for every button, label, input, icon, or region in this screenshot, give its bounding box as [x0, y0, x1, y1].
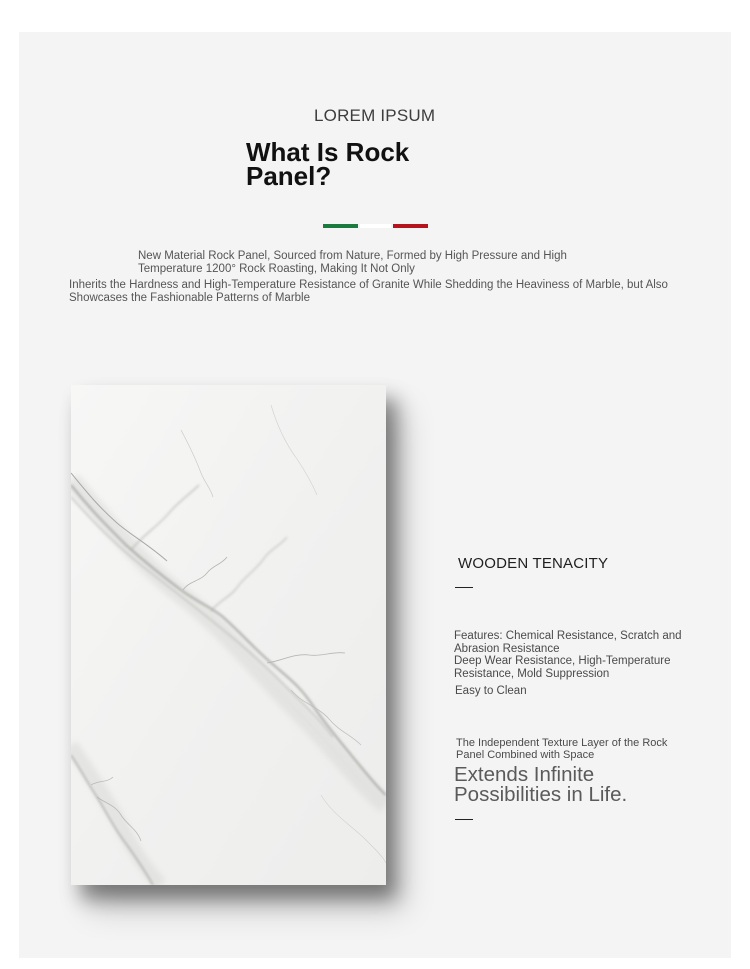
eyebrow-label: LOREM IPSUM	[314, 106, 436, 125]
flag-stripe-white	[360, 224, 391, 228]
page-title: What Is Rock Panel?	[246, 137, 410, 191]
tagline-headline: Extends Infinite Possibilities in Life.	[454, 763, 628, 806]
feature-item-wear: Deep Wear Resistance, High-Temperature Resistance, Mold Suppression	[454, 655, 671, 680]
features-title: WOODEN TENACITY	[458, 555, 609, 572]
marble-panel-image	[71, 385, 386, 885]
intro-paragraph-2: Inherits the Hardness and High-Temperature Resistance of Granite While Shedding the Heaviness of Marble, but Also Showcases the Fashionable Patterns of Marble	[69, 279, 668, 304]
intro-paragraph-1: New Material Rock Panel, Sourced from Nature, Formed by High Pressure and High Temperature 1200° Rock Roasting, Making It Not Only	[138, 250, 567, 275]
divider-dash	[455, 587, 473, 588]
feature-item-chemical: Features: Chemical Resistance, Scratch and Abrasion Resistance	[454, 630, 682, 655]
marble-texture	[71, 385, 386, 885]
flag-stripe-red	[393, 224, 428, 228]
feature-item-clean: Easy to Clean	[455, 685, 527, 697]
flag-stripe-green	[323, 224, 358, 228]
tagline-lead: The Independent Texture Layer of the Rock Panel Combined with Space	[456, 737, 668, 761]
divider-dash	[455, 819, 473, 820]
